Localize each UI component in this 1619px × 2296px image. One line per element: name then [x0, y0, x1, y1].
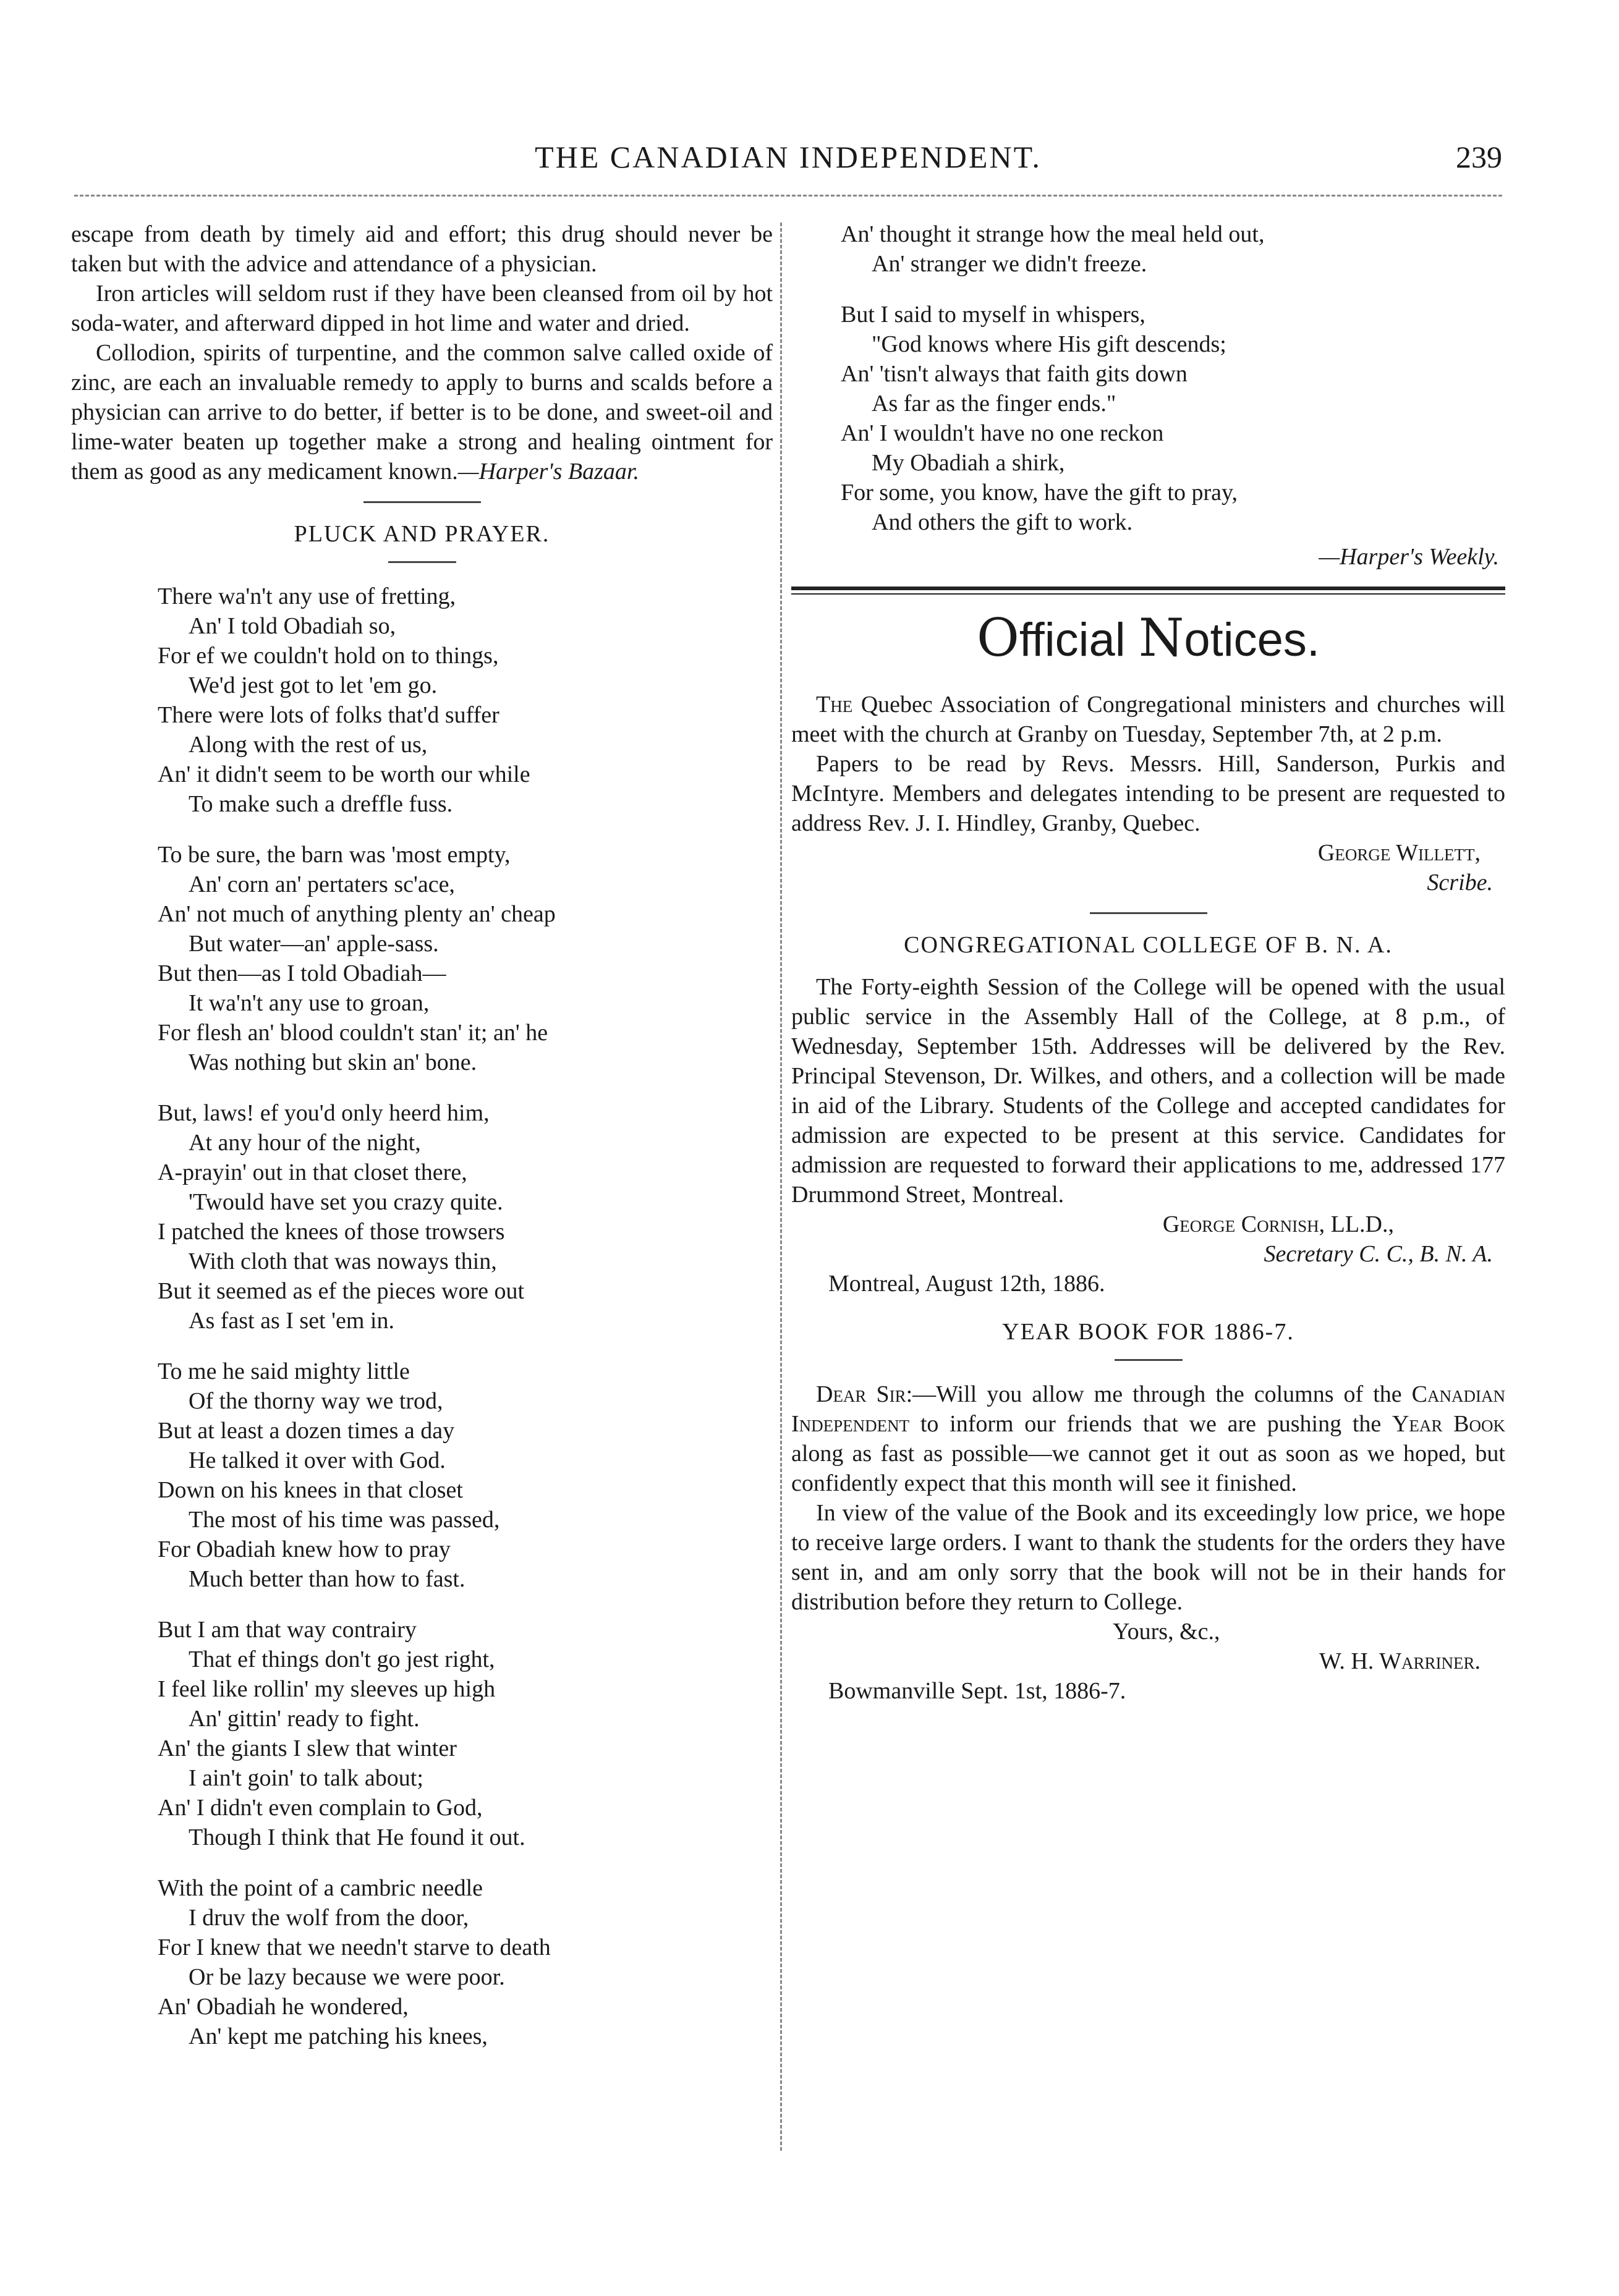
poem	[71, 582, 773, 2051]
poem-line: For some, you know, have the gift to pray,	[841, 480, 1238, 506]
poem-line: A-prayin' out in that closet there,	[158, 1159, 467, 1185]
poem-line: Though I think that He found it out.	[189, 1824, 525, 1850]
dateline: Montreal, August 12th, 1886.	[828, 1271, 1105, 1297]
poem-stanza	[158, 1098, 773, 1336]
continued-paragraph: Iron articles will seldom rust if they have been cleansed from oil by hot soda-water, and afterward dipped in hot lime and water and dried.	[71, 281, 773, 336]
poem-line: With cloth that was noways thin,	[189, 1248, 497, 1274]
title-rule	[388, 561, 456, 563]
signature-title: Scribe.	[1427, 870, 1493, 896]
poem-line: I ain't goin' to talk about;	[189, 1765, 423, 1791]
poem-line: And others the gift to work.	[872, 509, 1133, 535]
poem-line: For ef we couldn't hold on to things,	[158, 643, 499, 669]
poem-line: Or be lazy because we were poor.	[189, 1964, 505, 1990]
poem-title: PLUCK AND PRAYER.	[294, 521, 550, 547]
poem-line: An' stranger we didn't freeze.	[872, 251, 1147, 277]
notice-paragraph: The Forty-eighth Session of the College will be opened with the usual public service in the Assembly Hall of the College, at 8 p.m., of Wednesday, September 15th. Addresses will be delivered by the Rev. Principal Stevenson, Dr. Wilkes, and others, and a collection will be made in aid of the Library. Students of the College and accepted candidates for admission are expected to be present at this service. Candidates for admission are requested to forward their applications to me, addressed 177 Drummond Street, Montreal.	[791, 974, 1505, 1208]
poem-line: Of the thorny way we trod,	[189, 1388, 443, 1414]
poem-line: As far as the finger ends."	[872, 391, 1116, 417]
notice-paragraph: Papers to be read by Revs. Messrs. Hill, Sanderson, Purkis and McIntyre. Members and delegates intending to be present are requested to address Rev. J. I. Hindley, Granby, Quebec.	[791, 751, 1505, 836]
poem-stanza	[158, 840, 773, 1077]
signature-title: Secretary C. C., B. N. A.	[1264, 1241, 1493, 1267]
poem-line: An' the giants I slew that winter	[158, 1735, 457, 1761]
poem-line: It wa'n't any use to groan,	[189, 990, 430, 1016]
poem-line: An' corn an' pertaters sc'ace,	[189, 871, 455, 897]
poem-line: To me he said mighty little	[158, 1358, 410, 1384]
running-head: THE CANADIAN INDEPENDENT.	[535, 140, 1042, 174]
poem-line: But at least a dozen times a day	[158, 1418, 455, 1444]
continued-paragraph: Collodion, spirits of turpentine, and the common salve called oxide of zinc, are each an invaluable remedy to apply to burns and scalds before a physician can arrive to do better, if better is to be done, and sweet-oil and lime-water beaten up together make a strong and healing ointment for them as good as any medicament known.—Harper's Bazaar.	[71, 340, 773, 485]
poem-line: An' I didn't even complain to God,	[158, 1795, 483, 1821]
poem-stanza	[158, 582, 773, 819]
poem-line: As fast as I set 'em in.	[189, 1308, 394, 1334]
poem-line: An' Obadiah he wondered,	[158, 1994, 409, 2020]
poem-line: "God knows where His gift descends;	[872, 331, 1226, 357]
poem-stanza	[841, 300, 1505, 537]
poem-line: My Obadiah a shirk,	[872, 450, 1065, 476]
poem-stanza	[841, 219, 1505, 279]
notice-paragraph: Dear Sir:—Will you allow me through the columns of the Canadian Independent to inform our friends that we are pushing the Year Book along as fast as possible—we cannot get it out as soon as we hoped, but confidently expect that this month will see it finished.	[791, 1381, 1505, 1496]
poem-stanza	[158, 1357, 773, 1594]
poem-line: But water—an' apple-sass.	[189, 931, 439, 957]
poem-line: An' gittin' ready to fight.	[189, 1706, 420, 1732]
poem-line: For I knew that we needn't starve to death	[158, 1934, 551, 1960]
notice-quebec-association	[791, 690, 1505, 897]
notice-year-book	[791, 1317, 1505, 1706]
poem-line: He talked it over with God.	[189, 1447, 446, 1473]
poem-stanza	[158, 1615, 773, 1852]
header-rule	[74, 195, 1502, 197]
section-rule	[1090, 912, 1207, 914]
signature: George Cornish, LL.D.,	[1162, 1211, 1394, 1237]
poem-line: There wa'n't any use of fretting,	[158, 583, 456, 609]
poem-line: An' thought it strange how the meal held out,	[841, 221, 1265, 247]
ornamental-initial: N	[1138, 608, 1184, 668]
poem-continued	[791, 219, 1505, 537]
page-header	[74, 139, 1502, 189]
poem-line: But then—as I told Obadiah—	[158, 960, 446, 986]
poem-line: But I said to myself in whispers,	[841, 302, 1145, 328]
continued-paragraph: escape from death by timely aid and effort; this drug should never be taken but with the advice and attendance of a physician.	[71, 221, 773, 277]
poem-line: For flesh an' blood couldn't stan' it; an' he	[158, 1020, 548, 1046]
poem-line: We'd jest got to let 'em go.	[189, 672, 438, 698]
poem-line: An' it didn't seem to be worth our while	[158, 761, 530, 787]
poem-line: There were lots of folks that'd suffer	[158, 702, 499, 728]
page-number: 239	[1456, 140, 1502, 174]
poem-line: With the point of a cambric needle	[158, 1875, 483, 1901]
poem-line: For Obadiah knew how to pray	[158, 1536, 451, 1562]
ornamental-initial: O	[977, 608, 1019, 668]
notice-title: CONGREGATIONAL COLLEGE OF B. N. A.	[904, 932, 1393, 958]
signature: George Willett,	[1317, 840, 1481, 866]
poem-line: The most of his time was passed,	[189, 1507, 500, 1533]
poem-stanza	[158, 1873, 773, 2051]
poem-line: To be sure, the barn was 'most empty,	[158, 842, 511, 868]
section-rule	[363, 501, 481, 503]
poem-line: To make such a dreffle fuss.	[189, 791, 453, 817]
poem-line: An' kept me patching his knees,	[189, 2023, 488, 2049]
poem-source: —Harper's Weekly.	[1319, 544, 1499, 570]
poem-line: I druv the wolf from the door,	[189, 1905, 469, 1931]
poem-line: An' 'tisn't always that faith gits down	[841, 361, 1188, 387]
left-column	[71, 219, 773, 2072]
notice-paragraph: In view of the value of the Book and its exceedingly low price, we hope to receive large orders. I want to thank the students for the orders they have sent in, and am only sorry that the book will not be in their hands for distribution before they return to College.	[791, 1500, 1505, 1615]
notice-congregational-college	[791, 930, 1505, 1298]
poem-line: Along with the rest of us,	[189, 732, 428, 758]
poem-line: Was nothing but skin an' bone.	[189, 1049, 477, 1075]
poem-line: 'Twould have set you crazy quite.	[189, 1189, 503, 1215]
poem-line: Down on his knees in that closet	[158, 1477, 463, 1503]
right-column	[791, 219, 1505, 1706]
poem-line: That ef things don't go jest right,	[189, 1646, 495, 1672]
closing: Yours, &c.,	[1113, 1619, 1220, 1645]
section-rule-double	[791, 587, 1505, 595]
article-source: —Harper's Bazaar.	[457, 459, 639, 485]
title-rule	[1115, 1359, 1183, 1361]
dateline: Bowmanville Sept. 1st, 1886-7.	[828, 1678, 1126, 1704]
poem-line: But, laws! ef you'd only heerd him,	[158, 1100, 490, 1126]
notice-paragraph: The Quebec Association of Congregational ministers and churches will meet with the church at Granby on Tuesday, September 7th, at 2 p.m.	[791, 692, 1505, 747]
column-divider	[780, 222, 782, 2151]
poem-line: But it seemed as ef the pieces wore out	[158, 1278, 525, 1304]
signature: W. H. Warriner.	[1319, 1648, 1481, 1674]
poem-line: An' I told Obadiah so,	[189, 613, 396, 639]
poem-line: I patched the knees of those trowsers	[158, 1219, 505, 1245]
section-title-official-notices: Official Notices.	[977, 608, 1320, 668]
poem-line: An' I wouldn't have no one reckon	[841, 420, 1164, 446]
poem-line: I feel like rollin' my sleeves up high	[158, 1676, 496, 1702]
poem-line: An' not much of anything plenty an' cheap	[158, 901, 556, 927]
poem-line: At any hour of the night,	[189, 1130, 421, 1156]
notice-title: YEAR BOOK FOR 1886-7.	[1002, 1319, 1294, 1345]
poem-line: Much better than how to fast.	[189, 1566, 465, 1592]
poem-line: But I am that way contrairy	[158, 1617, 417, 1643]
